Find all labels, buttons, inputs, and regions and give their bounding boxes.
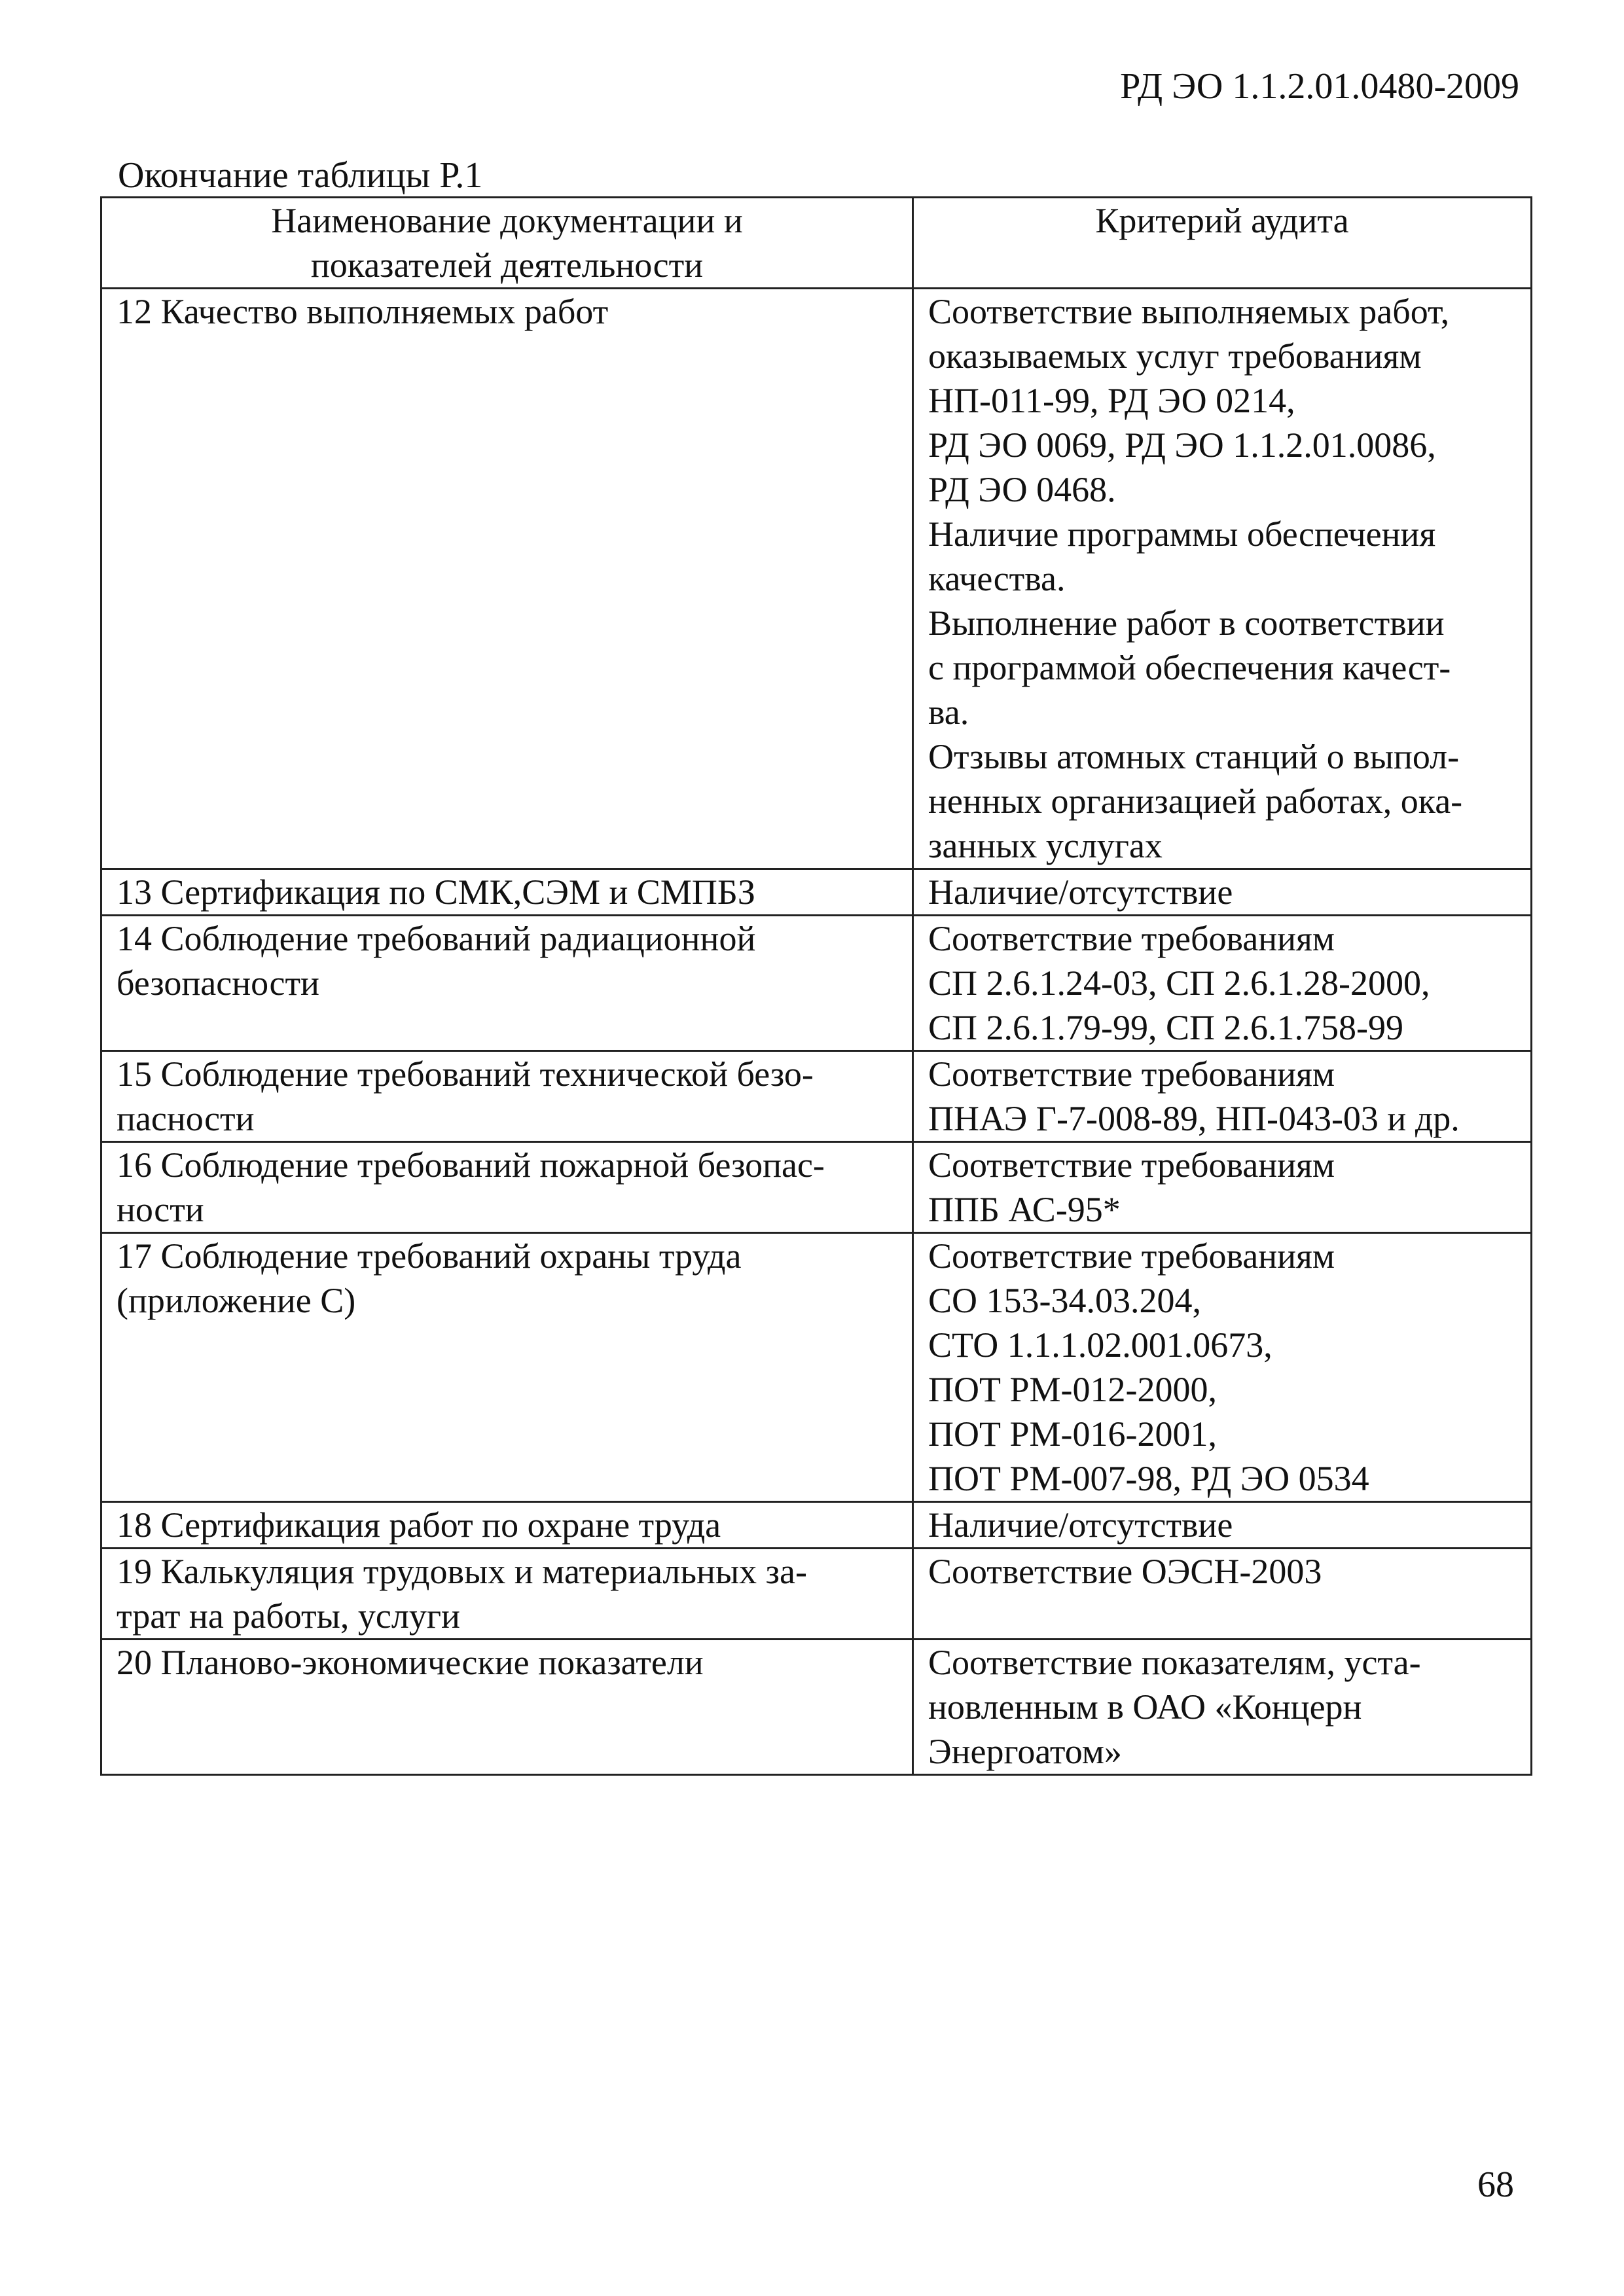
header-audit-criterion <box>913 198 1532 289</box>
header-documentation <box>101 198 913 289</box>
cell-audit-criterion <box>913 289 1532 869</box>
cell-audit-criterion <box>913 916 1532 1051</box>
cell-line: (приложение С) <box>117 1281 356 1320</box>
cell-line: СП 2.6.1.24-03, СП 2.6.1.28-2000, <box>928 963 1430 1003</box>
table-header-row <box>101 198 1532 289</box>
cell-line: с программой обеспечения качест- <box>928 648 1451 687</box>
table-row <box>101 289 1532 869</box>
cell-line: ПОТ РМ-016-2001, <box>928 1414 1217 1454</box>
cell-line: Соответствие выполняемых работ, <box>928 292 1450 331</box>
cell-line: 19 Калькуляция трудовых и материальных за- <box>117 1552 807 1591</box>
cell-line: трат на работы, услуги <box>117 1596 460 1636</box>
cell-line: Наличие программы обеспечения <box>928 514 1436 554</box>
cell-line: новленным в ОАО «Концерн <box>928 1687 1362 1727</box>
cell-line: Выполнение работ в соответствии <box>928 603 1445 643</box>
cell-line: Соответствие требованиям <box>928 1145 1335 1185</box>
cell-line: ППБ АС-95* <box>928 1190 1121 1229</box>
table-row <box>101 1142 1532 1233</box>
cell-indicator-name <box>101 1549 913 1640</box>
cell-indicator-name <box>101 1142 913 1233</box>
cell-line: 20 Планово-экономические показатели <box>117 1643 704 1682</box>
cell-audit-criterion <box>913 1549 1532 1640</box>
table-caption: Окончание таблицы Р.1 <box>118 155 483 196</box>
cell-line: 13 Сертификация по СМК,СЭМ и СМПБЗ <box>117 872 755 912</box>
cell-indicator-name <box>101 289 913 869</box>
table-row <box>101 916 1532 1051</box>
cell-line: СП 2.6.1.79-99, СП 2.6.1.758-99 <box>928 1008 1403 1047</box>
cell-audit-criterion <box>913 1233 1532 1502</box>
cell-line: ности <box>117 1190 204 1229</box>
cell-line: ва. <box>928 692 969 732</box>
cell-line: Соответствие требованиям <box>928 919 1335 958</box>
cell-line: ПОТ РМ-012-2000, <box>928 1370 1217 1409</box>
cell-audit-criterion <box>913 1640 1532 1775</box>
cell-line: 14 Соблюдение требований радиационной <box>117 919 756 958</box>
cell-line: РД ЭО 0069, РД ЭО 1.1.2.01.0086, <box>928 425 1436 465</box>
cell-line: Соответствие показателям, уста- <box>928 1643 1421 1682</box>
cell-line: Соответствие требованиям <box>928 1236 1335 1276</box>
table-row <box>101 1051 1532 1142</box>
cell-line: Наличие/отсутствие <box>928 1505 1233 1545</box>
cell-line: ПОТ РМ-007-98, РД ЭО 0534 <box>928 1459 1369 1498</box>
cell-line: Наличие/отсутствие <box>928 872 1233 912</box>
cell-line: оказываемых услуг требованиям <box>928 336 1422 376</box>
table-row <box>101 1502 1532 1549</box>
table-row <box>101 869 1532 916</box>
page-number: 68 <box>1477 2164 1514 2205</box>
cell-line: безопасности <box>117 963 319 1003</box>
cell-indicator-name <box>101 869 913 916</box>
cell-indicator-name <box>101 1051 913 1142</box>
header-line: показателей деятельности <box>310 245 704 285</box>
cell-line: НП-011-99, РД ЭО 0214, <box>928 381 1295 420</box>
table-row <box>101 1640 1532 1775</box>
document-code: РД ЭО 1.1.2.01.0480-2009 <box>1120 66 1519 107</box>
cell-audit-criterion <box>913 869 1532 916</box>
cell-audit-criterion <box>913 1502 1532 1549</box>
cell-line: качества. <box>928 559 1066 598</box>
audit-criteria-table <box>100 196 1530 1776</box>
table-row <box>101 1549 1532 1640</box>
cell-line: Отзывы атомных станций о выпол- <box>928 737 1460 776</box>
cell-line: 16 Соблюдение требований пожарной безопас- <box>117 1145 825 1185</box>
cell-indicator-name <box>101 916 913 1051</box>
cell-indicator-name <box>101 1640 913 1775</box>
cell-line: 12 Качество выполняемых работ <box>117 292 609 331</box>
cell-line: СО 153-34.03.204, <box>928 1281 1201 1320</box>
cell-line: 18 Сертификация работ по охране труда <box>117 1505 721 1545</box>
cell-line: 17 Соблюдение требований охраны труда <box>117 1236 742 1276</box>
table-row <box>101 1233 1532 1502</box>
cell-indicator-name <box>101 1502 913 1549</box>
header-line: Наименование документации и <box>271 201 743 240</box>
cell-line: СТО 1.1.1.02.001.0673, <box>928 1325 1272 1365</box>
cell-line: пасности <box>117 1099 255 1138</box>
cell-indicator-name <box>101 1233 913 1502</box>
cell-line: ПНАЭ Г-7-008-89, НП-043-03 и др. <box>928 1099 1460 1138</box>
cell-line: ненных организацией работах, ока- <box>928 781 1463 821</box>
cell-line: 15 Соблюдение требований технической безо- <box>117 1054 814 1094</box>
cell-audit-criterion <box>913 1051 1532 1142</box>
header-line: Критерий аудита <box>1095 201 1349 240</box>
cell-line: Соответствие ОЭСН-2003 <box>928 1552 1322 1591</box>
cell-line: Энергоатом» <box>928 1732 1122 1771</box>
cell-line: занных услугах <box>928 826 1163 865</box>
cell-line: РД ЭО 0468. <box>928 470 1116 509</box>
cell-audit-criterion <box>913 1142 1532 1233</box>
cell-line: Соответствие требованиям <box>928 1054 1335 1094</box>
